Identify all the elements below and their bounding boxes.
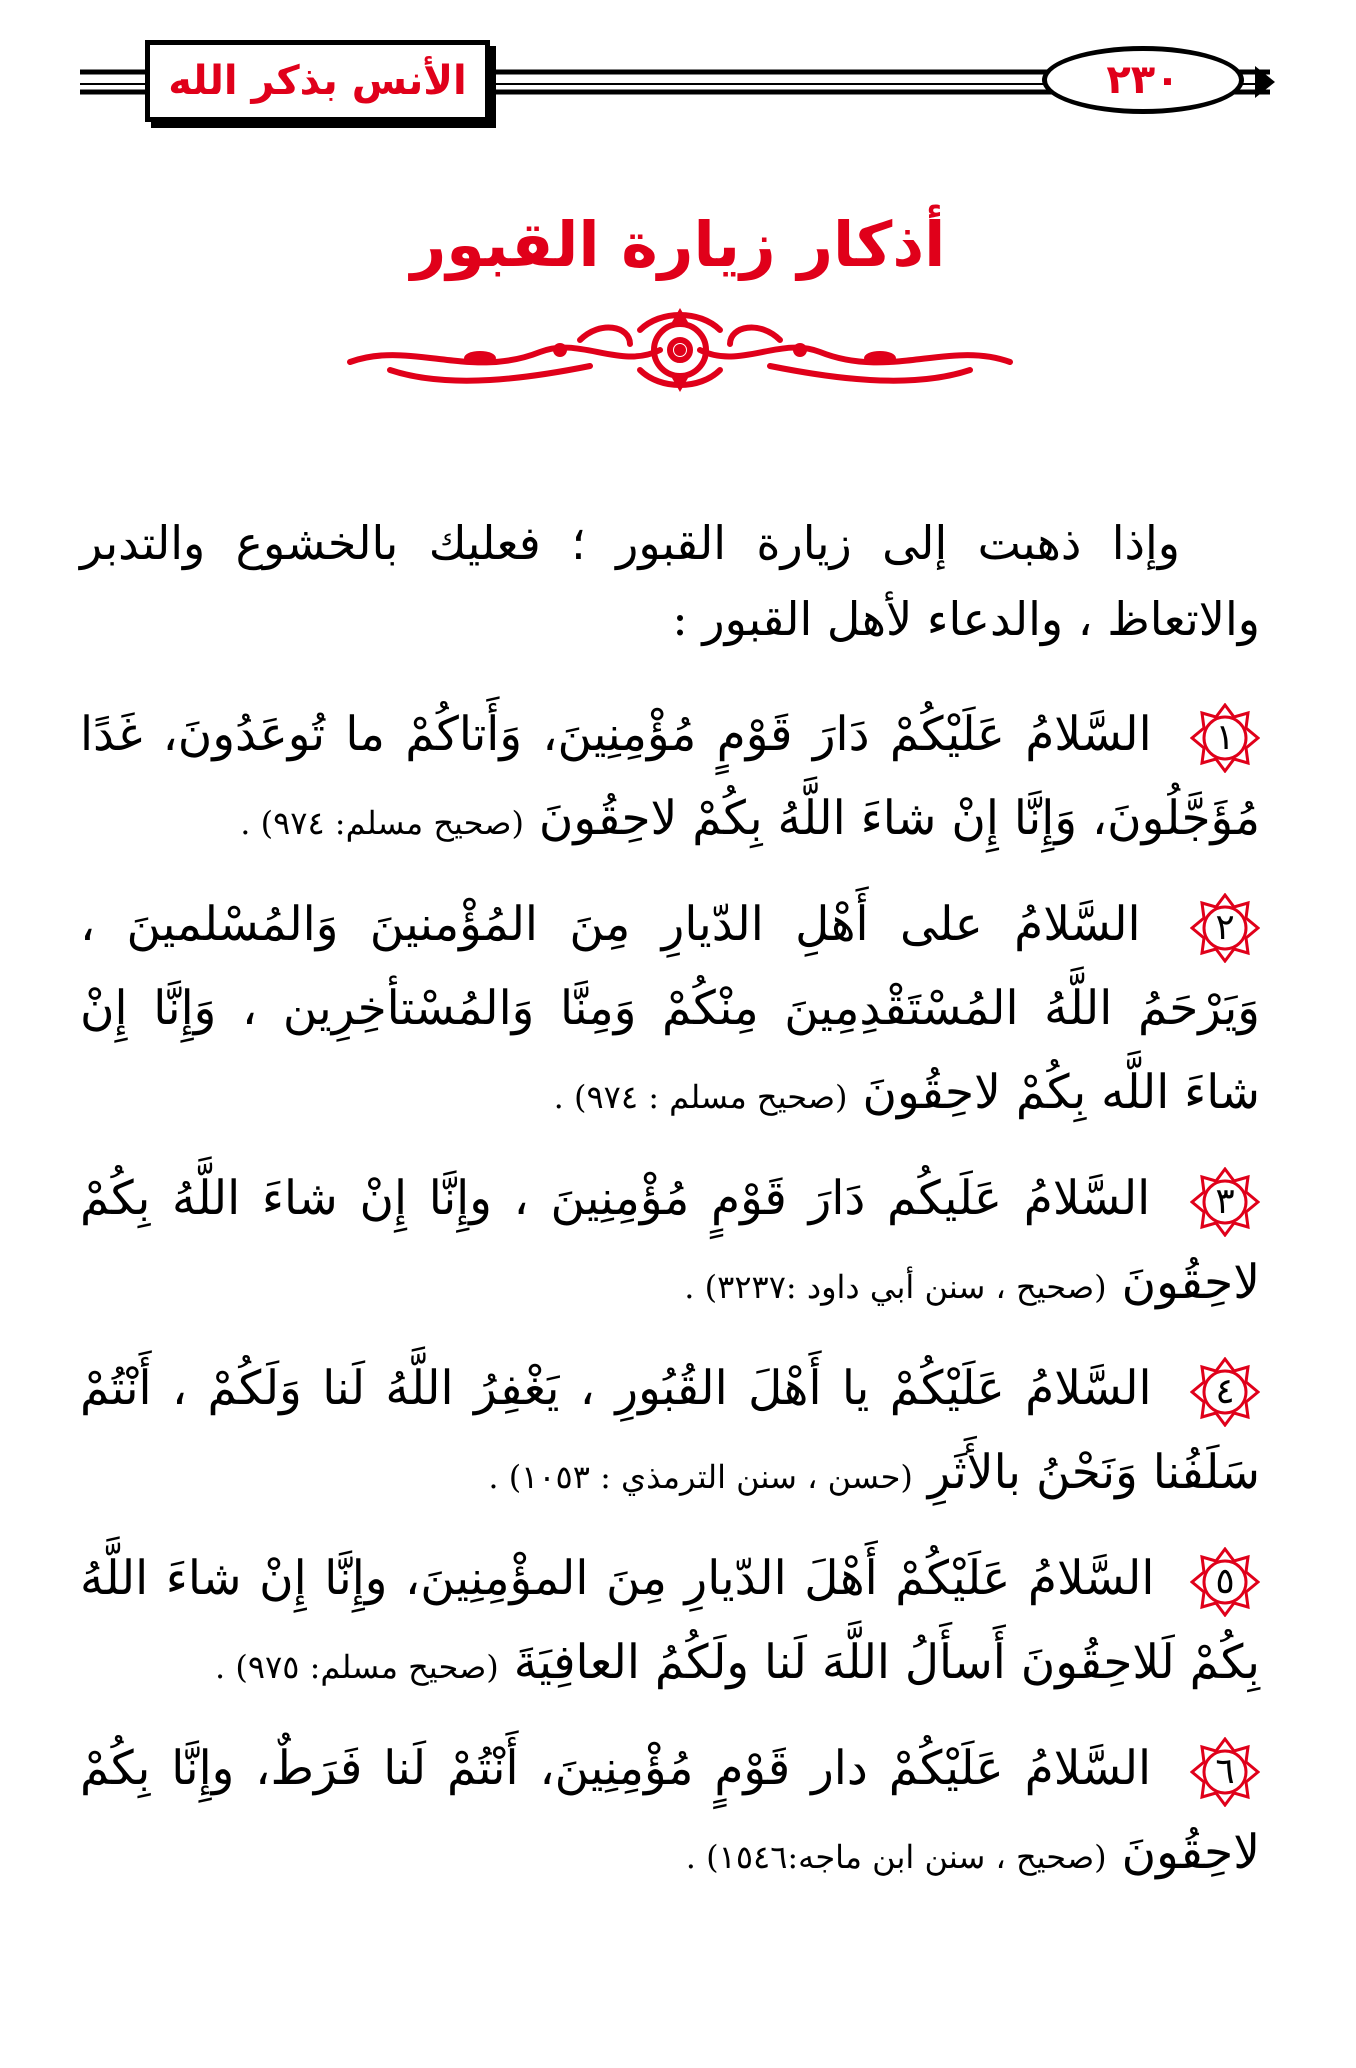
dhikr-reference: (صحيح مسلم: ٩٧٥) . [215,1648,499,1686]
dhikr-item-4 [80,1347,1260,1519]
dhikr-text: السَّلامُ عَلَيكُم دَارَ قَوْمٍ مُؤْمِنِينَ ، وإِنَّا إِنْ شاءَ اللَّهُ بِكُمْ لاحِقُونَ [80,1171,1260,1310]
dhikr-reference: (صحيح مسلم: ٩٧٤) . [240,804,524,842]
dhikr-item-1 [80,693,1260,865]
section-title: أذكار زيارة القبور [410,208,946,281]
book-title: الأنس بذكر الله [168,58,467,104]
dhikr-reference: (حسن ، سنن الترمذي : ١٠٥٣) . [488,1458,913,1496]
dhikr-item-3 [80,1157,1260,1329]
page-number-oval [1042,46,1244,114]
dhikr-number: ٥ [1215,1561,1235,1602]
number-badge-icon [1190,1547,1260,1617]
intro-paragraph: وإذا ذهبت إلى زيارة القبور ؛ فعليك بالخشوع والتدبر والاتعاظ ، والدعاء لأهل القبور : [80,516,1260,646]
dhikr-text: السَّلامُ عَلَيْكُمْ دَارَ قَوْمٍ مُؤْمِنِينَ، وَأَتاكُمْ ما تُوعَدُونَ، غَدًا مُؤَجَّلُونَ، وَإِنَّا إِنْ شاءَ اللَّهُ بِكُمْ لاحِقُونَ [80,707,1260,846]
page-header [0,0,1356,140]
dhikr-number: ٦ [1215,1751,1235,1792]
dhikr-reference: (صحيح ، سنن ابن ماجه:١٥٤٦) . [685,1838,1107,1876]
number-badge-icon [1190,703,1260,773]
dhikr-text: السَّلامُ عَلَيْكُمْ يا أَهْلَ القُبُورِ ، يَغْفِرُ اللَّهُ لَنا وَلَكُمْ ، أَنْتُمْ سَلَفُنا وَنَحْنُ بالأَثَرِ [80,1361,1260,1500]
decorative-ornament-divider [330,300,1030,400]
dhikr-item-2 [80,883,1260,1139]
dhikr-item-6 [80,1727,1260,1899]
number-badge-icon [1190,1357,1260,1427]
book-title-box [145,40,490,122]
dhikr-reference: (صحيح مسلم : ٩٧٤) . [553,1078,848,1116]
dhikr-number: ١ [1215,717,1235,758]
number-badge-icon [1190,893,1260,963]
dhikr-number: ٢ [1215,907,1235,948]
dhikr-text: السَّلامُ على أَهْلِ الدّيارِ مِنَ المُؤْمنينَ وَالمُسْلمينَ ، وَيَرْحَمُ اللَّهُ المُسْتَقْدِمِينَ مِنْكُمْ وَمِنَّا وَالمُسْتأخِرِين ، وَإِنَّا إِنْ شاءَ اللَّه بِكُمْ لاحِقُونَ [80,897,1260,1120]
dhikr-number: ٣ [1215,1181,1235,1222]
dhikr-text: السَّلامُ عَلَيْكُمْ دار قَوْمٍ مُؤْمِنِينَ، أَنْتُمْ لَنا فَرَطٌ، وإِنَّا بِكُمْ لاحِقُونَ [80,1741,1260,1880]
dhikr-item-5 [80,1537,1260,1709]
page-number: ٢٣٠ [1106,57,1180,103]
dhikr-reference: (صحيح ، سنن أبي داود :٣٢٣٧) . [684,1268,1107,1306]
dhikr-text: السَّلامُ عَلَيْكُمْ أَهْلَ الدّيارِ مِنَ المؤْمِنِينَ، وإِنَّا إِنْ شاءَ اللَّهُ بِكُمْ لَلاحِقُونَ أَسأَلُ اللَّهَ لَنا ولَكُمُ العافِيَةَ [80,1551,1260,1690]
page-content [80,505,1260,1917]
number-badge-icon [1190,1167,1260,1237]
dhikr-number: ٤ [1215,1371,1235,1412]
number-badge-icon [1190,1737,1260,1807]
